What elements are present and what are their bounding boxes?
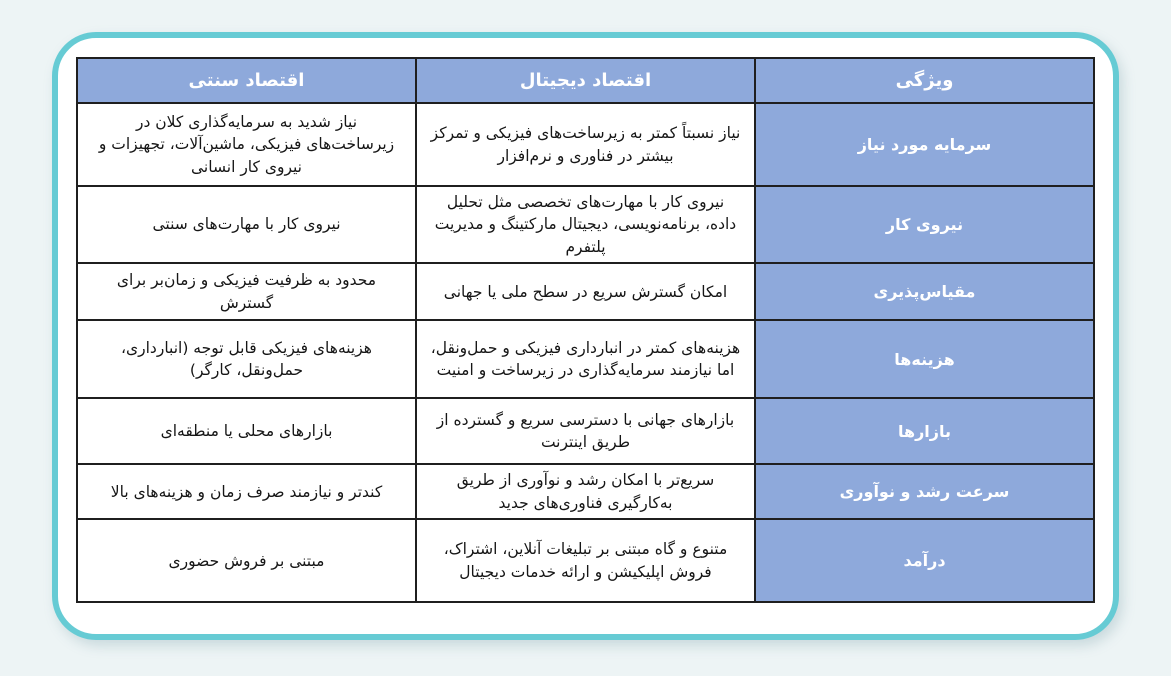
traditional-cell-revenue: مبتنی بر فروش حضوری: [77, 519, 416, 602]
table-row: [77, 263, 1094, 320]
digital-cell-costs: هزینه‌های کمتر در انبارداری فیزیکی و حمل‌ونقل، اما نیازمند سرمایه‌گذاری در زیرساخت و امنیت: [416, 320, 755, 398]
feature-label-growth-innovation: سرعت رشد و نوآوری: [755, 464, 1094, 519]
feature-label-capital: سرمایه مورد نیاز: [755, 103, 1094, 186]
traditional-cell-growth-innovation: کندتر و نیازمند صرف زمان و هزینه‌های بالا: [77, 464, 416, 519]
traditional-cell-costs: هزینه‌های فیزیکی قابل توجه (انبارداری، حمل‌ونقل، کارگر): [77, 320, 416, 398]
digital-cell-workforce: نیروی کار با مهارت‌های تخصصی مثل تحلیل داده، برنامه‌نویسی، دیجیتال مارکتینگ و مدیریت پلتفرم: [416, 186, 755, 263]
traditional-cell-markets: بازارهای محلی یا منطقه‌ای: [77, 398, 416, 464]
digital-cell-markets: بازارهای جهانی با دسترسی سریع و گسترده از طریق اینترنت: [416, 398, 755, 464]
table-row: [77, 103, 1094, 186]
feature-label-markets: بازارها: [755, 398, 1094, 464]
header-row: [77, 58, 1094, 103]
column-header-digital-economy: اقتصاد دیجیتال: [416, 58, 755, 103]
table-row: [77, 320, 1094, 398]
traditional-cell-capital: نیاز شدید به سرمایه‌گذاری کلان در زیرساخت‌های فیزیکی، ماشین‌آلات، تجهیزات و نیروی کار انسانی: [77, 103, 416, 186]
digital-cell-capital: نیاز نسبتاً کمتر به زیرساخت‌های فیزیکی و تمرکز بیشتر در فناوری و نرم‌افزار: [416, 103, 755, 186]
feature-label-costs: هزینه‌ها: [755, 320, 1094, 398]
traditional-cell-scalability: محدود به ظرفیت فیزیکی و زمان‌بر برای گسترش: [77, 263, 416, 320]
feature-label-workforce: نیروی کار: [755, 186, 1094, 263]
economy-comparison-table: [76, 57, 1095, 603]
digital-cell-revenue: متنوع و گاه مبتنی بر تبلیغات آنلاین، اشتراک، فروش اپلیکیشن و ارائه خدمات دیجیتال: [416, 519, 755, 602]
digital-cell-growth-innovation: سریع‌تر با امکان رشد و نوآوری از طریق به‌کارگیری فناوری‌های جدید: [416, 464, 755, 519]
column-header-feature: ویژگی: [755, 58, 1094, 103]
column-header-traditional-economy: اقتصاد سنتی: [77, 58, 416, 103]
feature-label-scalability: مقیاس‌پذیری: [755, 263, 1094, 320]
traditional-cell-workforce: نیروی کار با مهارت‌های سنتی: [77, 186, 416, 263]
comparison-card: [52, 32, 1119, 640]
table-row: [77, 186, 1094, 263]
feature-label-revenue: درآمد: [755, 519, 1094, 602]
digital-cell-scalability: امکان گسترش سریع در سطح ملی یا جهانی: [416, 263, 755, 320]
table-row: [77, 519, 1094, 602]
table-row: [77, 464, 1094, 519]
table-row: [77, 398, 1094, 464]
